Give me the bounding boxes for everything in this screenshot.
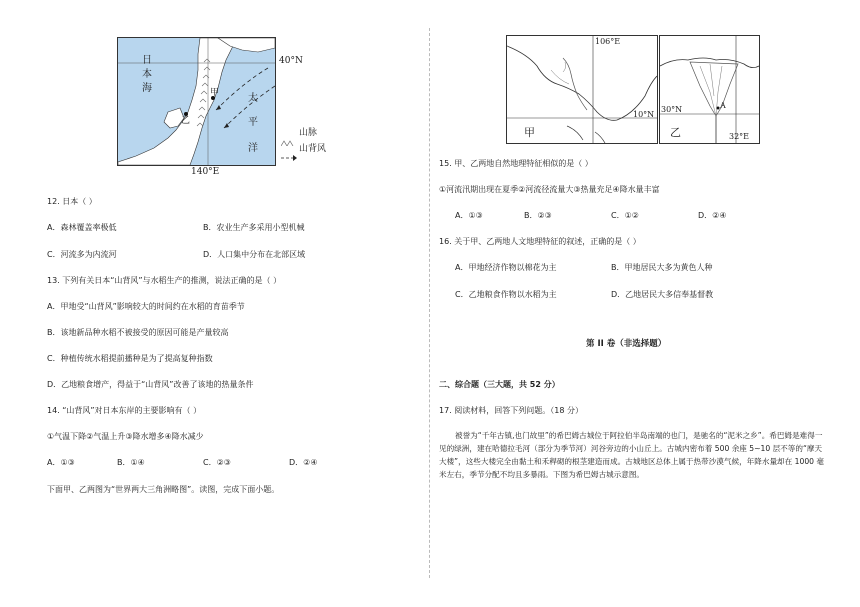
q13-option-c: C．种植传统水稻提前播种是为了提高复种指数 xyxy=(47,354,213,363)
q14-option-d: D．②④ xyxy=(289,458,318,467)
yi-label: 乙 xyxy=(181,116,191,126)
delta-yi-lat-label: 30°N xyxy=(661,105,683,114)
delta-map-jia xyxy=(506,35,658,144)
q16-option-c: C．乙地粮食作物以水稻为主 xyxy=(455,290,557,299)
delta-jia-lat-label: 10°N xyxy=(633,110,655,119)
q12-option-c: C．河流多为内流河 xyxy=(47,250,117,259)
legend-mountain-icon xyxy=(281,131,295,137)
japan-sea-label-2: 本 xyxy=(142,69,152,80)
q17-stem: 17. 阅读材料，回答下列问题。（18 分） xyxy=(439,406,583,415)
jia-label: 甲 xyxy=(210,88,220,98)
japan-sea-label-1: 日 xyxy=(142,55,152,66)
q16-option-b: B．甲地居民大多为黄色人种 xyxy=(611,263,713,272)
q15-option-a: A．①③ xyxy=(455,211,483,220)
section2-heading: 二、综合题（三大题，共 52 分） xyxy=(439,380,560,389)
q14-stem: 14. “山背风”对日本东岸的主要影响有（ ） xyxy=(47,406,202,415)
q12-option-d: D．人口集中分布在北部区域 xyxy=(203,250,306,259)
q15-option-c: C．①② xyxy=(611,211,639,220)
q13-option-b: B．该地新品种水稻不被接受的原因可能是产量较高 xyxy=(47,328,229,337)
q16-option-d: D．乙地居民大多信奉基督教 xyxy=(611,290,714,299)
q15-option-b: B．②③ xyxy=(524,211,552,220)
legend-wind-icon xyxy=(281,146,297,152)
q15-option-d: D．②④ xyxy=(698,211,727,220)
legend-mountain-label: 山脉 xyxy=(299,128,318,138)
q16-option-a: A．甲地经济作物以棉花为主 xyxy=(455,263,557,272)
column-divider xyxy=(429,28,430,578)
q17-material: 被誉为“千年古镇,也门故里”的希巴姆古城位于阿拉伯半岛南端的也门，是驰名的“泥米之乡”。希巴姆是难得一见的绿洲，建在哈德拉毛河（部分为季节河）河谷旁边的小山丘上。古城内密布着 500 余座 5~10 层不等的“摩天大楼”，这些大楼完全由黏土和禾稈砌的根茎建造而成。古城地区总体上属于热带沙漠气候，年降水量却在 1000 毫米左右，季节分配不均且多暴雨。下图为希巴姆古城示意图。 xyxy=(439,431,824,479)
lat-40n-label: 40°N xyxy=(279,56,303,66)
japan-sea-label-3: 海 xyxy=(142,83,152,94)
q14-option-a: A．①③ xyxy=(47,458,75,467)
intro-15-16: 下面甲、乙两图为“世界两大三角洲略图”。读图，完成下面小题。 xyxy=(47,485,280,494)
q14-items: ①气温下降②气温上升③降水增多④降水减少 xyxy=(47,432,204,441)
lon-140e-label: 140°E xyxy=(191,167,220,177)
delta-jia-lon-label: 106°E xyxy=(595,37,621,46)
q13-stem: 13. 下列有关日本“山背风”与水稻生产的推测，说法正确的是（ ） xyxy=(47,276,282,285)
delta-jia-label: 甲 xyxy=(524,126,535,139)
q13-option-a: A．甲地受“山背风”影响较大的时间约在水稻的育苗季节 xyxy=(47,302,245,311)
q15-items: ①河流汛期出现在夏季②河流径流量大③热量充足④降水量丰富 xyxy=(439,185,660,194)
q15-stem: 15. 甲、乙两地自然地理特征相似的是（ ） xyxy=(439,159,593,168)
pacific-label-2: 平 xyxy=(248,117,258,128)
delta-yi-label: 乙 xyxy=(670,126,681,139)
delta-yi-point-a: A xyxy=(720,101,726,110)
section2-title: 第 II 卷（非选择题） xyxy=(586,339,667,349)
q14-option-c: C．②③ xyxy=(203,458,231,467)
legend-wind-label: 山背风 xyxy=(299,144,327,154)
q12-option-a: A．森林覆盖率极低 xyxy=(47,223,117,232)
delta-map-yi xyxy=(659,35,760,144)
q16-stem: 16. 关于甲、乙两地人文地理特征的叙述，正确的是（ ） xyxy=(439,237,641,246)
q14-option-b: B．①④ xyxy=(117,458,145,467)
q13-option-d: D．乙地粮食增产，得益于“山背风”改善了该地的热量条件 xyxy=(47,380,254,389)
q12-option-b: B．农业生产多采用小型机械 xyxy=(203,223,305,232)
q12-stem: 12. 日本（ ） xyxy=(47,197,97,206)
delta-yi-lon-label: 32°E xyxy=(729,132,750,141)
japan-map xyxy=(117,37,276,166)
pacific-label-3: 洋 xyxy=(248,143,258,154)
pacific-label-1: 太 xyxy=(248,93,258,104)
